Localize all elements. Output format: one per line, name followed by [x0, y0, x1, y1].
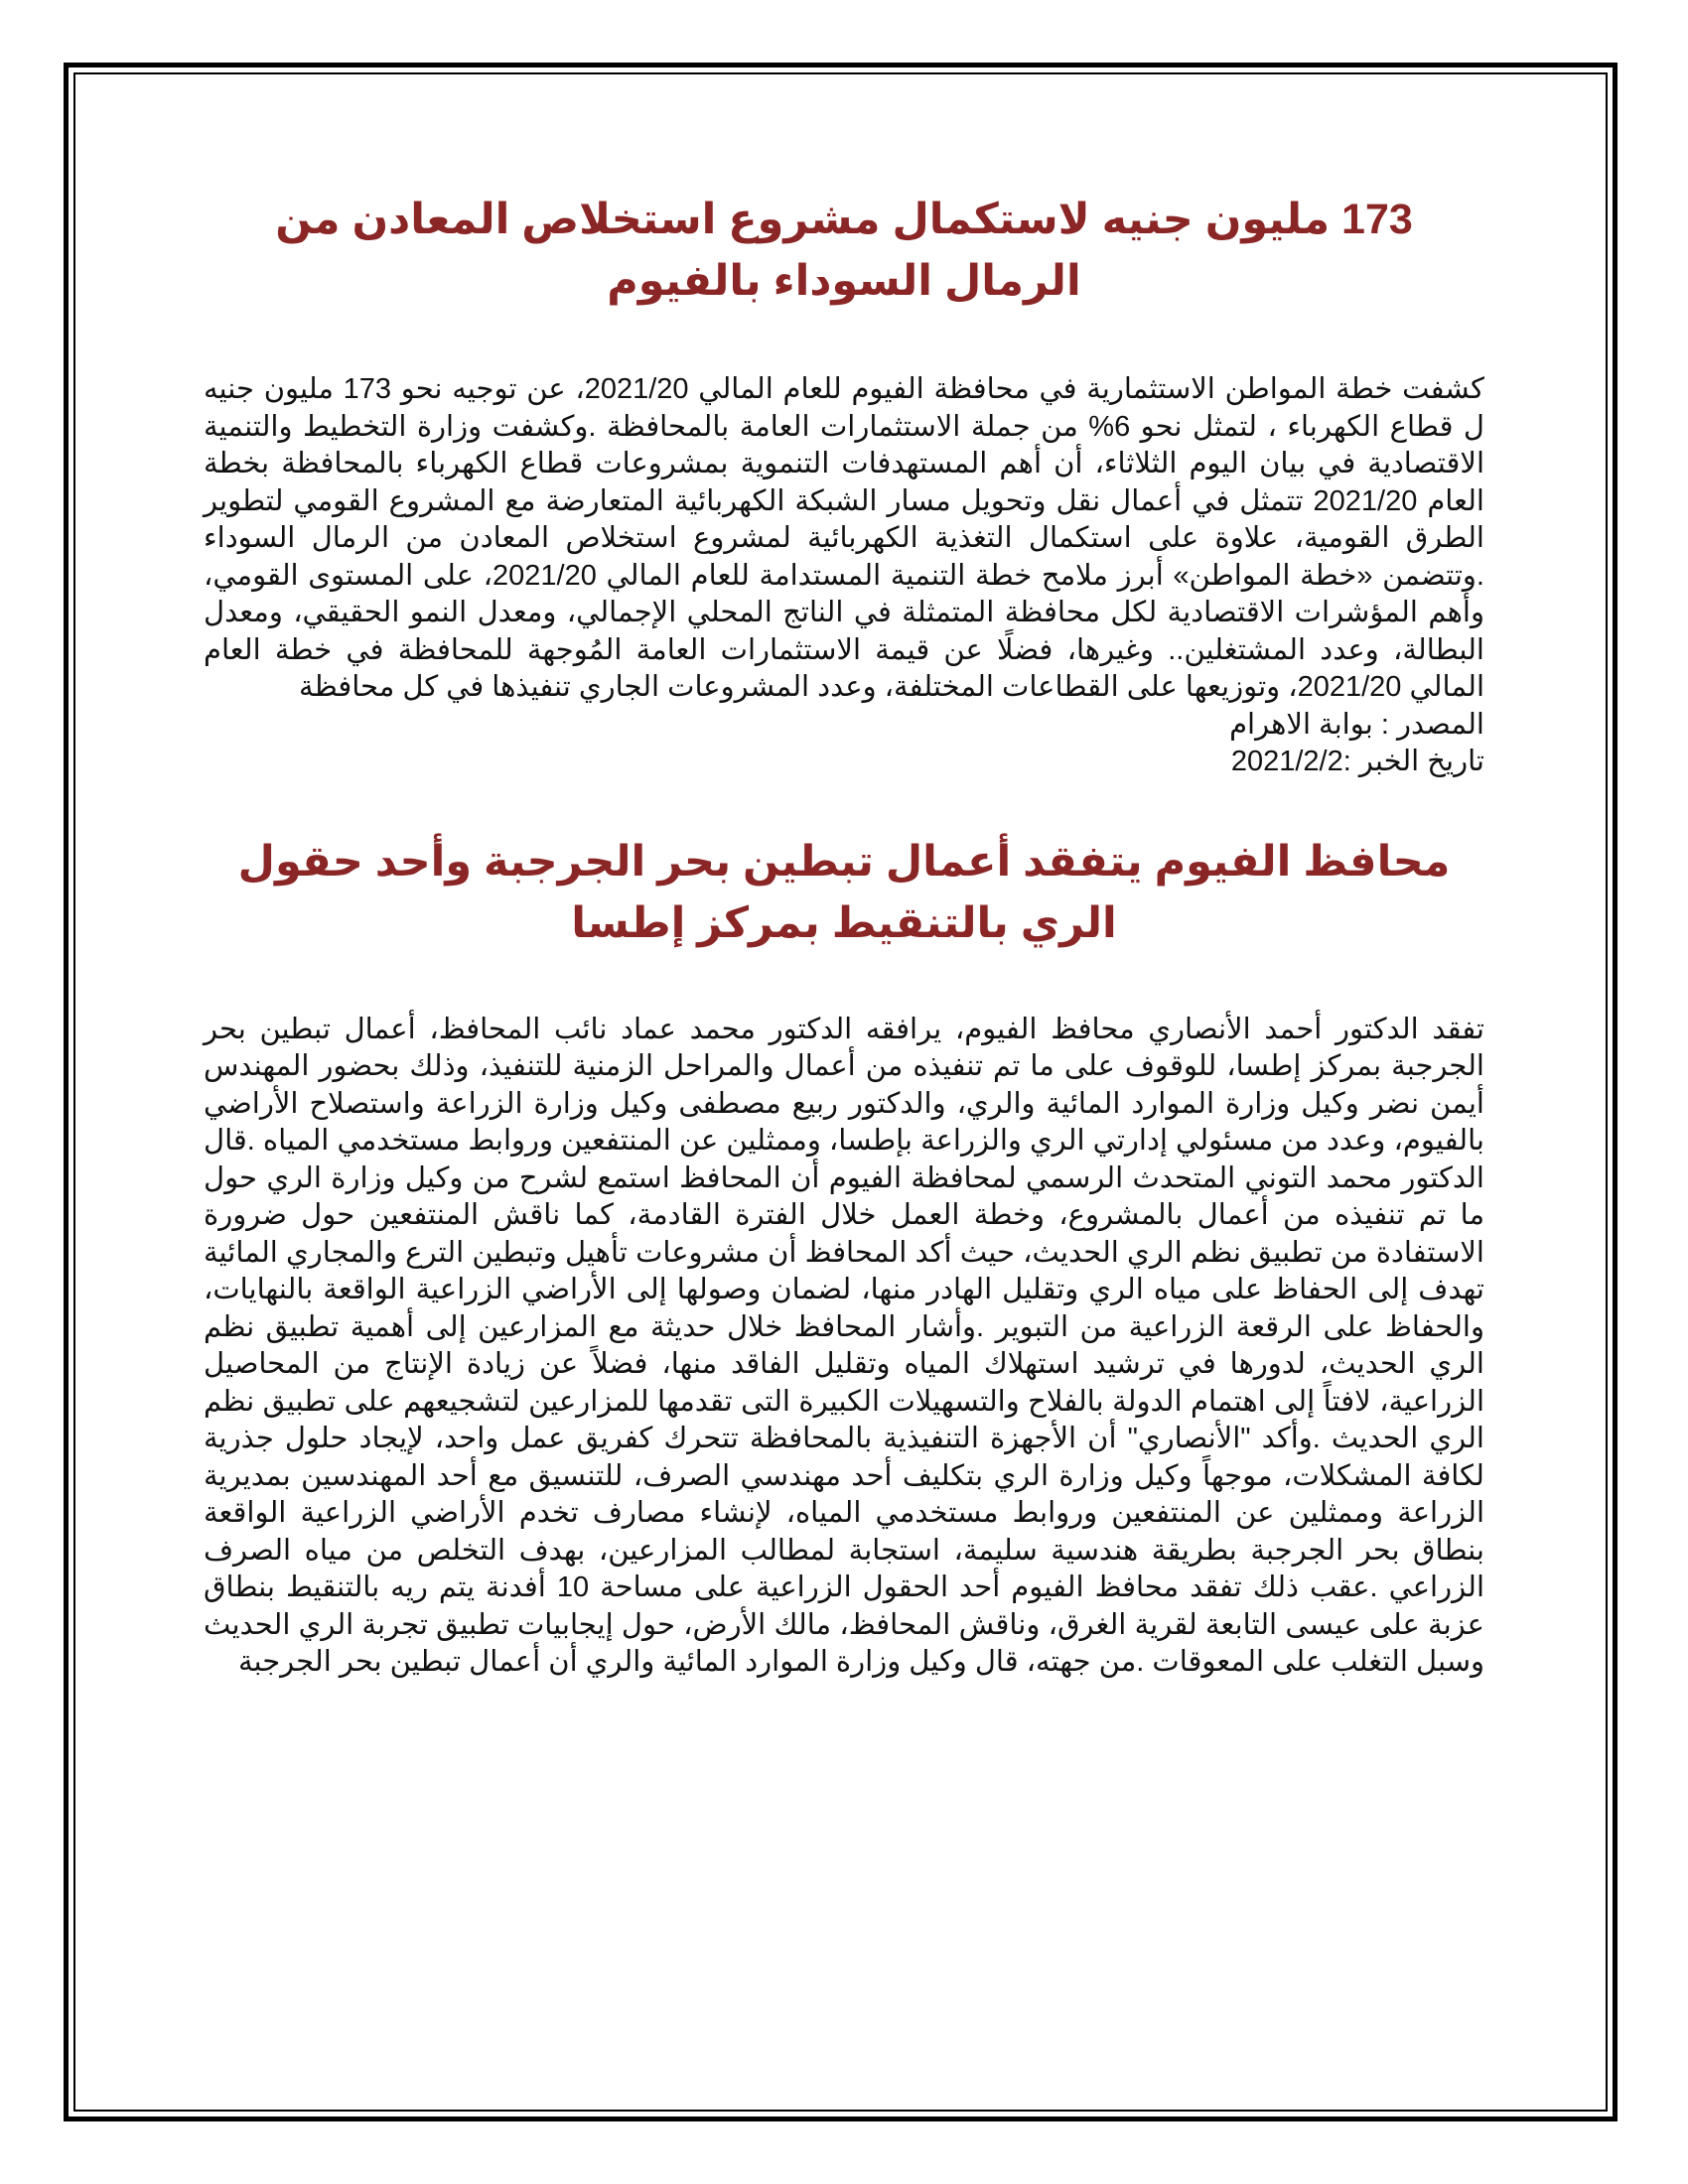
document-content	[204, 189, 1484, 1682]
article-1-source: المصدر : بوابة الاهرام	[1229, 708, 1484, 741]
article-1-title: 173 مليون جنيه لاستكمال مشروع استخلاص المعادن من الرمال السوداء بالفيوم	[275, 196, 1413, 305]
article-1-meta	[204, 707, 1484, 781]
article-2-body: تفقد الدكتور أحمد الأنصاري محافظ الفيوم، يرافقه الدكتور محمد عماد نائب المحافظ، أعمال تبطين بحر الجرجبة بمركز إطسا، للوقوف على ما تم تنفيذه من أعمال والمراحل الزمنية للتنفيذ، وذلك بحضور المهندس أيمن نضر وكيل وزارة الموارد المائية والري، والدكتور ربيع مصطفى وكيل وزارة الزراعة واستصلاح الأراضي بالفيوم، وعدد من مسئولي إدارتي الري والزراعة بإطسا، وممثلين عن المنتفعين وروابط مستخدمي المياه .قال الدكتور محمد التوني المتحدث الرسمي لمحافظة الفيوم أن المحافظ استمع لشرح من وكيل وزارة الري حول ما تم تنفيذه من أعمال بالمشروع، وخطة العمل خلال الفترة القادمة، كما ناقش المنتفعين حول ضرورة الاستفادة من تطبيق نظم الري الحديث، حيث أكد المحافظ أن مشروعات تأهيل وتبطين الترع والمجاري المائية تهدف إلى الحفاظ على مياه الري وتقليل الهادر منها، لضمان وصولها إلى الأراضي الزراعية الواقعة بالنهايات، والحفاظ على الرقعة الزراعية من التبوير .وأشار المحافظ خلال حديثة مع المزارعين إلى أهمية تطبيق نظم الري الحديث، لدورها في ترشيد استهلاك المياه وتقليل الفاقد منها، فضلاً عن زيادة الإنتاج من المحاصيل الزراعية، لافتاً إلى اهتمام الدولة بالفلاح والتسهيلات الكبيرة التى تقدمها للمزارعين لتشجيعهم على تطبيق نظم الري الحديث .وأكد "الأنصاري" أن الأجهزة التنفيذية بالمحافظة تتحرك كفريق عمل واحد، لإيجاد حلول جذرية لكافة المشكلات، موجهاً وكيل وزارة الري بتكليف أحد مهندسي الصرف، للتنسيق مع أحد المهندسين بمديرية الزراعة وممثلين عن المنتفعين وروابط مستخدمي المياه، لإنشاء مصارف تخدم الأراضي الزراعية الواقعة بنطاق بحر الجرجبة بطريقة هندسية سليمة، استجابة لمطالب المزارعين، بهدف التخلص من مياه الصرف الزراعي .عقب ذلك تفقد محافظ الفيوم أحد الحقول الزراعية على مساحة 10 أفدنة يتم ريه بالتنقيط بنطاق عزبة على عيسى التابعة لقرية الغرق، وناقش المحافظ، مالك الأرض، حول إيجابيات تطبيق تجربة الري الحديث وسبل التغلب على المعوقات .من جهته، قال وكيل وزارة الموارد المائية والري أن أعمال تبطين بحر الجرجبة	[204, 1013, 1484, 1678]
article-2-title: محافظ الفيوم يتفقد أعمال تبطين بحر الجرجبة وأحد حقول الري بالتنقيط بمركز إطسا	[237, 837, 1451, 947]
article-2	[204, 831, 1484, 1682]
article-1	[204, 189, 1484, 781]
article-1-body: كشفت خطة المواطن الاستثمارية في محافظة الفيوم للعام المالي 2021/20، عن توجيه نحو 173 مليون جنيه ل قطاع الكهرباء ، لتمثل نحو 6% من جملة الاستثمارات العامة بالمحافظة .وكشفت وزارة التخطيط والتنمية الاقتصادية في بيان اليوم الثلاثاء، أن أهم المستهدفات التنموية بمشروعات قطاع الكهرباء بالمحافظة بخطة العام 2021/20 تتمثل في أعمال نقل وتحويل مسار الشبكة الكهربائية المتعارضة مع المشروع القومي لتطوير الطرق القومية، علاوة على استكمال التغذية الكهربائية لمشروع استخلاص المعادن من الرمال السوداء .وتتضمن «خطة المواطن» أبرز ملامح خطة التنمية المستدامة للعام المالي 2021/20، على المستوى القومي، وأهم المؤشرات الاقتصادية لكل محافظة المتمثلة في الناتج المحلي الإجمالي، ومعدل النمو الحقيقي، ومعدل البطالة، وعدد المشتغلين.. وغيرها، فضلًا عن قيمة الاستثمارات العامة المُوجهة للمحافظة في خطة العام المالي 2021/20، وتوزيعها على القطاعات المختلفة، وعدد المشروعات الجاري تنفيذها في كل محافظة	[204, 373, 1484, 703]
article-1-date: تاريخ الخبر :2021/2/2	[1230, 746, 1484, 777]
